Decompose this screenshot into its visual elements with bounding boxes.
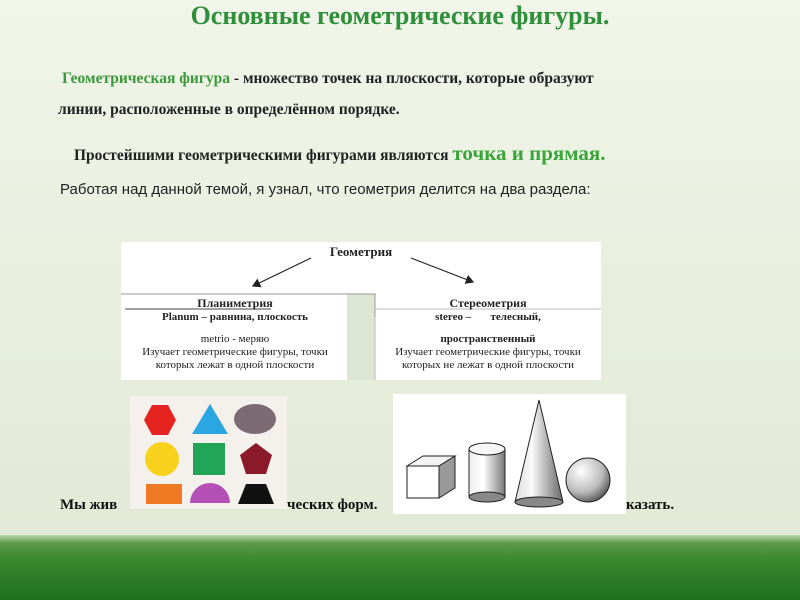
circle-shape xyxy=(145,442,179,476)
oval-shape xyxy=(234,404,276,434)
definition-term: Геометрическая фигура xyxy=(62,70,231,87)
geometry-diagram xyxy=(121,242,601,380)
planimetry-line-1: Planum – равнина, плоскость xyxy=(162,311,308,323)
cube-solid xyxy=(407,456,455,498)
stereometry-line-3: Изучает геометрические фигуры, точки xyxy=(395,346,581,358)
cylinder-solid xyxy=(469,443,505,502)
arrow-left xyxy=(253,258,311,286)
plane-shapes-image xyxy=(130,396,287,509)
rectangle-shape xyxy=(146,484,182,504)
simplest-highlight: точка и прямая. xyxy=(452,141,606,165)
planimetry-line-3: Изучает геометрические фигуры, точки xyxy=(142,346,328,358)
simplest-prefix: Простейшими геометрическими фигурами являются xyxy=(74,147,453,164)
planimetry-line-4: которых лежат в одной плоскости xyxy=(155,359,315,371)
simplest-figures-line xyxy=(74,141,606,166)
slide-title: Основные геометрические фигуры. xyxy=(190,1,610,30)
definition-rest: - множество точек на плоскости, которые образуют xyxy=(230,70,594,87)
planimetry-line-2: metrio - меряю xyxy=(200,333,270,345)
intro-text: Работая над данной темой, я узнал, что геометрия делится на два раздела: xyxy=(60,181,591,198)
definition-line-2: линии, расположенные в определённом порядке. xyxy=(58,101,400,118)
solid-shapes-image xyxy=(393,394,626,514)
definition-line-1 xyxy=(62,70,594,88)
bottom-text-3: казать. xyxy=(626,497,675,513)
planimetry-title: Планиметрия xyxy=(197,296,273,310)
cone-solid xyxy=(515,400,563,507)
branch-stereometry xyxy=(375,296,601,372)
arrow-right xyxy=(411,258,473,282)
diagram-root: Геометрия xyxy=(329,244,393,259)
stereometry-line-4: которых не лежат в одной плоскости xyxy=(401,359,574,371)
stereometry-title: Стереометрия xyxy=(449,296,527,310)
stereometry-line-2: пространственный xyxy=(440,333,536,345)
bottom-text-2: ческих форм. xyxy=(287,497,378,513)
footer-band xyxy=(0,535,800,600)
sphere-solid xyxy=(566,458,610,502)
bottom-text-1: Мы жив xyxy=(60,497,118,513)
stereometry-line-1: stereo – телесный, xyxy=(435,311,541,323)
square-shape xyxy=(193,443,225,475)
branch-planimetry xyxy=(121,296,349,372)
